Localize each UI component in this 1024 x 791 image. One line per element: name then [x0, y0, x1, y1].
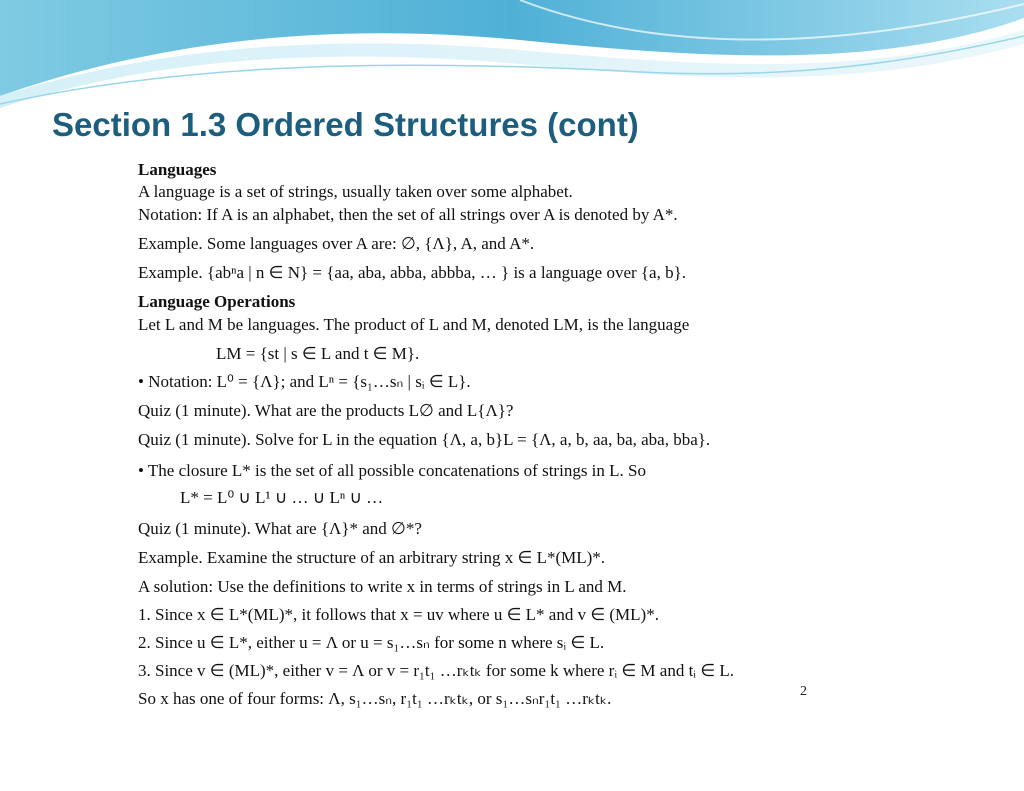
text-quiz-solve: Quiz (1 minute). Solve for L in the equation {Λ, a, b}L = {Λ, a, b, aa, ba, aba, bba}.	[138, 430, 711, 449]
text-product-definition: Let L and M be languages. The product of L and M, denoted LM, is the language	[138, 315, 690, 334]
text-example-languages: Example. Some languages over A are: ∅, {Λ}, A, and A*.	[138, 234, 535, 253]
heading-language-operations: Language Operations	[138, 292, 296, 311]
text-example-structure: Example. Examine the structure of an arbitrary string x ∈ L*(ML)*.	[138, 548, 606, 567]
slide-title: Section 1.3 Ordered Structures (cont)	[52, 106, 639, 143]
slide-content	[138, 160, 810, 715]
text-solution-step-2: 2. Since u ∈ L*, either u = Λ or u = s₁…sₙ for some n where sᵢ ∈ L.	[138, 633, 605, 652]
text-language-definition: A language is a set of strings, usually taken over some alphabet.	[138, 182, 573, 201]
text-four-forms: So x has one of four forms: Λ, s₁…sₙ, r₁t₁ …rₖtₖ, or s₁…sₙr₁t₁ …rₖtₖ.	[138, 689, 612, 708]
text-closure-formula: L* = L⁰ ∪ L¹ ∪ … ∪ Lⁿ ∪ …	[180, 488, 384, 507]
text-solution-intro: A solution: Use the definitions to write x in terms of strings in L and M.	[138, 577, 627, 596]
text-product-formula: LM = {st | s ∈ L and t ∈ M}.	[216, 344, 420, 363]
heading-languages: Languages	[138, 160, 217, 179]
text-example-abna: Example. {abⁿa | n ∈ N} = {aa, aba, abba, abbba, … } is a language over {a, b}.	[138, 263, 687, 282]
text-quiz-products: Quiz (1 minute). What are the products L∅ and L{Λ}?	[138, 401, 514, 420]
text-notation-astar: Notation: If A is an alphabet, then the set of all strings over A is denoted by A*.	[138, 205, 678, 224]
text-quiz-closure: Quiz (1 minute). What are {Λ}* and ∅*?	[138, 519, 422, 538]
text-solution-step-3: 3. Since v ∈ (ML)*, either v = Λ or v = r₁t₁ …rₖtₖ for some k where rᵢ ∈ M and tᵢ ∈ L.	[138, 661, 735, 680]
bullet-closure: • The closure L* is the set of all possible concatenations of strings in L. So	[138, 461, 646, 480]
header-wave-decoration	[0, 0, 1024, 110]
page-number: 2	[800, 684, 807, 699]
bullet-notation-powers: • Notation: L⁰ = {Λ}; and Lⁿ = {s₁…sₙ | sᵢ ∈ L}.	[138, 372, 471, 391]
text-solution-step-1: 1. Since x ∈ L*(ML)*, it follows that x = uv where u ∈ L* and v ∈ (ML)*.	[138, 605, 659, 624]
